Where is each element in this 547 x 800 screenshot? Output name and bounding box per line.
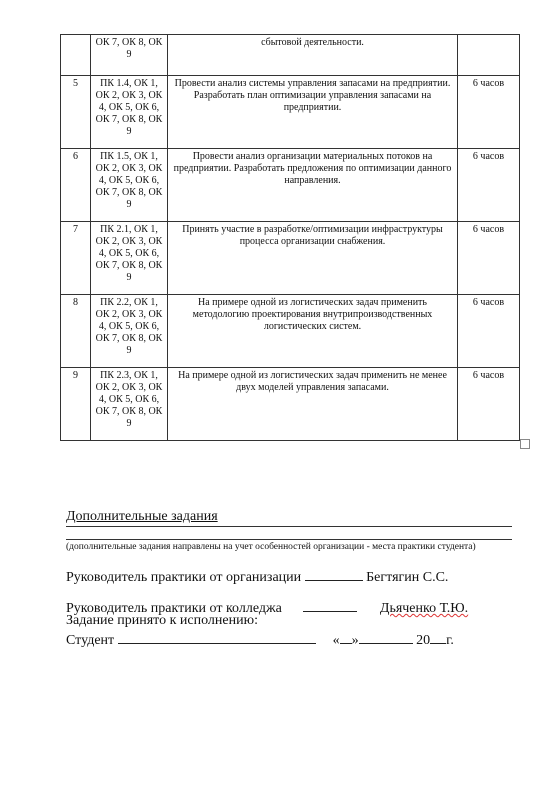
college-signature-field[interactable] xyxy=(303,597,357,612)
competency-codes: ПК 1.4, ОК 1, ОК 2, ОК 3, ОК 4, ОК 5, ОК 6, ОК 7, ОК 8, ОК 9 xyxy=(91,76,168,149)
task-text: сбытовой деятельности. xyxy=(168,35,458,76)
table-resize-handle[interactable] xyxy=(520,439,530,449)
org-supervisor-line xyxy=(66,566,448,586)
row-number: 6 xyxy=(61,149,91,222)
college-supervisor-name: Дьяченко Т.Ю. xyxy=(379,601,469,616)
task-text: Принять участие в разработке/оптимизации инфраструктуры процесса организации снабжения. xyxy=(168,222,458,295)
row-number: 7 xyxy=(61,222,91,295)
divider xyxy=(66,539,512,540)
hours-cell xyxy=(458,35,520,76)
table-row xyxy=(61,368,520,441)
hours-cell: 6 часов xyxy=(458,222,520,295)
row-number: 8 xyxy=(61,295,91,368)
competency-codes: ПК 2.1, ОК 1, ОК 2, ОК 3, ОК 4, ОК 5, ОК 6, ОК 7, ОК 8, ОК 9 xyxy=(91,222,168,295)
org-supervisor-label: Руководитель практики от организации xyxy=(66,570,302,585)
org-supervisor-name: Бегтягин С.С. xyxy=(366,570,449,585)
competency-codes: ПК 2.3, ОК 1, ОК 2, ОК 3, ОК 4, ОК 5, ОК 6, ОК 7, ОК 8, ОК 9 xyxy=(91,368,168,441)
table-row xyxy=(61,149,520,222)
hours-cell: 6 часов xyxy=(458,76,520,149)
additional-tasks-line[interactable] xyxy=(66,509,512,527)
hours-cell: 6 часов xyxy=(458,149,520,222)
table-row xyxy=(61,76,520,149)
org-signature-field[interactable] xyxy=(305,566,363,581)
table-row xyxy=(61,222,520,295)
hours-cell: 6 часов xyxy=(458,295,520,368)
task-text: На примере одной из логистических задач применить не менее двух моделей управления запасами. xyxy=(168,368,458,441)
tasks-table xyxy=(60,34,520,441)
date-day-field[interactable] xyxy=(340,629,352,644)
student-signature-field[interactable] xyxy=(118,629,316,644)
table-row xyxy=(61,35,520,76)
table-row xyxy=(61,295,520,368)
accepted-label: Задание принято к исполнению: xyxy=(66,613,258,628)
competency-codes: ПК 2.2, ОК 1, ОК 2, ОК 3, ОК 4, ОК 5, ОК 6, ОК 7, ОК 8, ОК 9 xyxy=(91,295,168,368)
row-number: 5 xyxy=(61,76,91,149)
year-prefix: 20 xyxy=(416,633,431,648)
date-close-quote: » xyxy=(351,633,359,648)
student-label: Студент xyxy=(66,633,115,648)
additional-tasks-note: (дополнительные задания направлены на учет особенностей организации - места практики студента) xyxy=(66,542,476,552)
task-text: Провести анализ организации материальных потоков на предприятии. Разработать предложения по оптимизации данного направления. xyxy=(168,149,458,222)
date-month-field[interactable] xyxy=(359,629,413,644)
competency-codes: ПК 1.5, ОК 1, ОК 2, ОК 3, ОК 4, ОК 5, ОК 6, ОК 7, ОК 8, ОК 9 xyxy=(91,149,168,222)
date-year-field[interactable] xyxy=(430,629,446,644)
row-number xyxy=(61,35,91,76)
accepted-line xyxy=(66,613,258,629)
hours-cell: 6 часов xyxy=(458,368,520,441)
additional-tasks-label: Дополнительные задания xyxy=(66,509,218,524)
competency-codes: ОК 7, ОК 8, ОК 9 xyxy=(91,35,168,76)
college-supervisor-label: Руководитель практики от колледжа xyxy=(66,601,282,616)
year-suffix: г. xyxy=(446,633,454,648)
student-line xyxy=(66,629,454,649)
task-text: Провести анализ системы управления запасами на предприятии. Разработать план оптимизации управления запасами на предприятии. xyxy=(168,76,458,149)
row-number: 9 xyxy=(61,368,91,441)
date-open-quote: « xyxy=(332,633,340,648)
task-text: На примере одной из логистических задач применить методологию проектирования внутрипроизводственных логистических систем. xyxy=(168,295,458,368)
